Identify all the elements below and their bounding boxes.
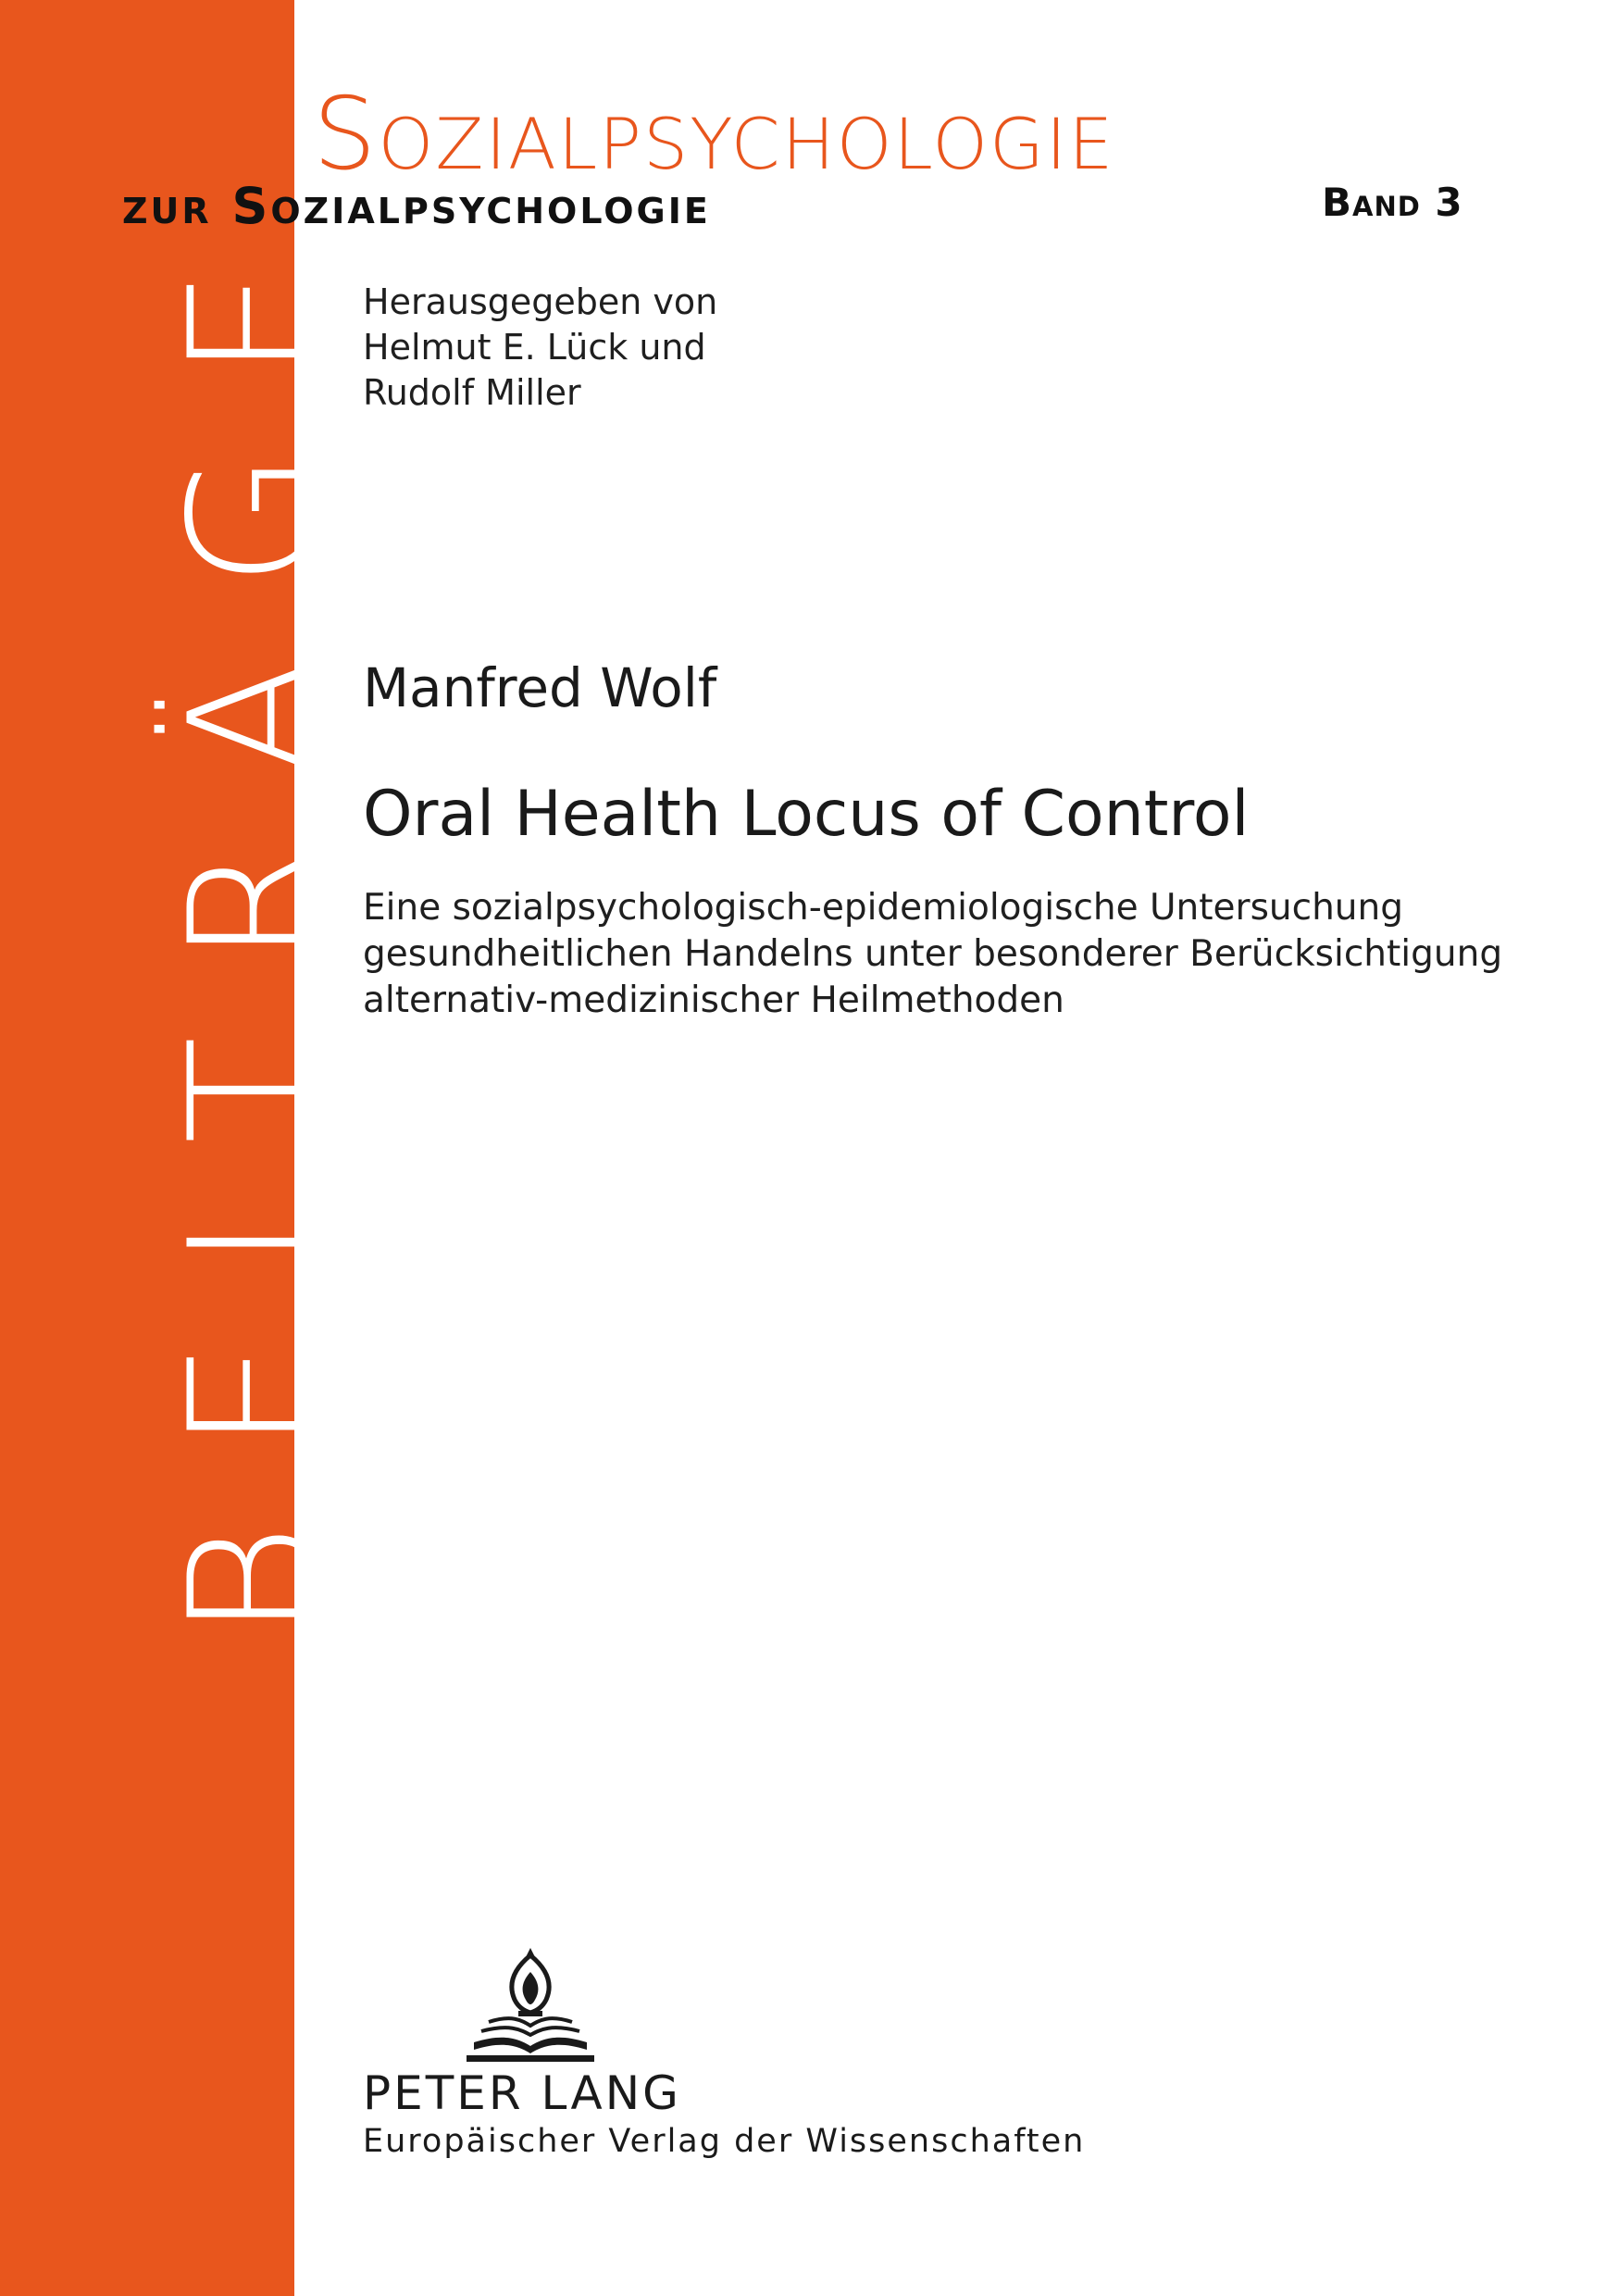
editors-line: Helmut E. Lück und [363,327,706,368]
volume-number: Band 3 [1322,180,1463,225]
editors-line: Herausgegeben von [363,281,718,322]
flame-book-icon [461,1946,600,2066]
subtitle-line: alternativ-medizinischer Heilmethoden [363,980,1064,1021]
subtitle-line: gesundheitlichen Handelns unter besonderer Berücksichtigung [363,933,1503,975]
publisher-tagline: Europäischer Verlag der Wissenschaften [363,2123,1086,2160]
book-subtitle [363,885,1502,1024]
book-title: Oral Health Locus of Control [363,778,1250,851]
subtitle-line: Eine sozialpsychologisch-epidemiologische Untersuchung [363,887,1403,929]
editors-block [363,280,717,416]
publisher-name: PETER LANG [363,2066,681,2120]
series-title-outline: Sozialpsychologie [313,77,1115,193]
author-name: Manfred Wolf [363,656,717,719]
editors-line: Rudolf Miller [363,372,581,413]
series-title-bold: zur Sozialpsychologie [122,177,711,235]
series-vertical-title: BEITRÄGE [152,195,356,1639]
